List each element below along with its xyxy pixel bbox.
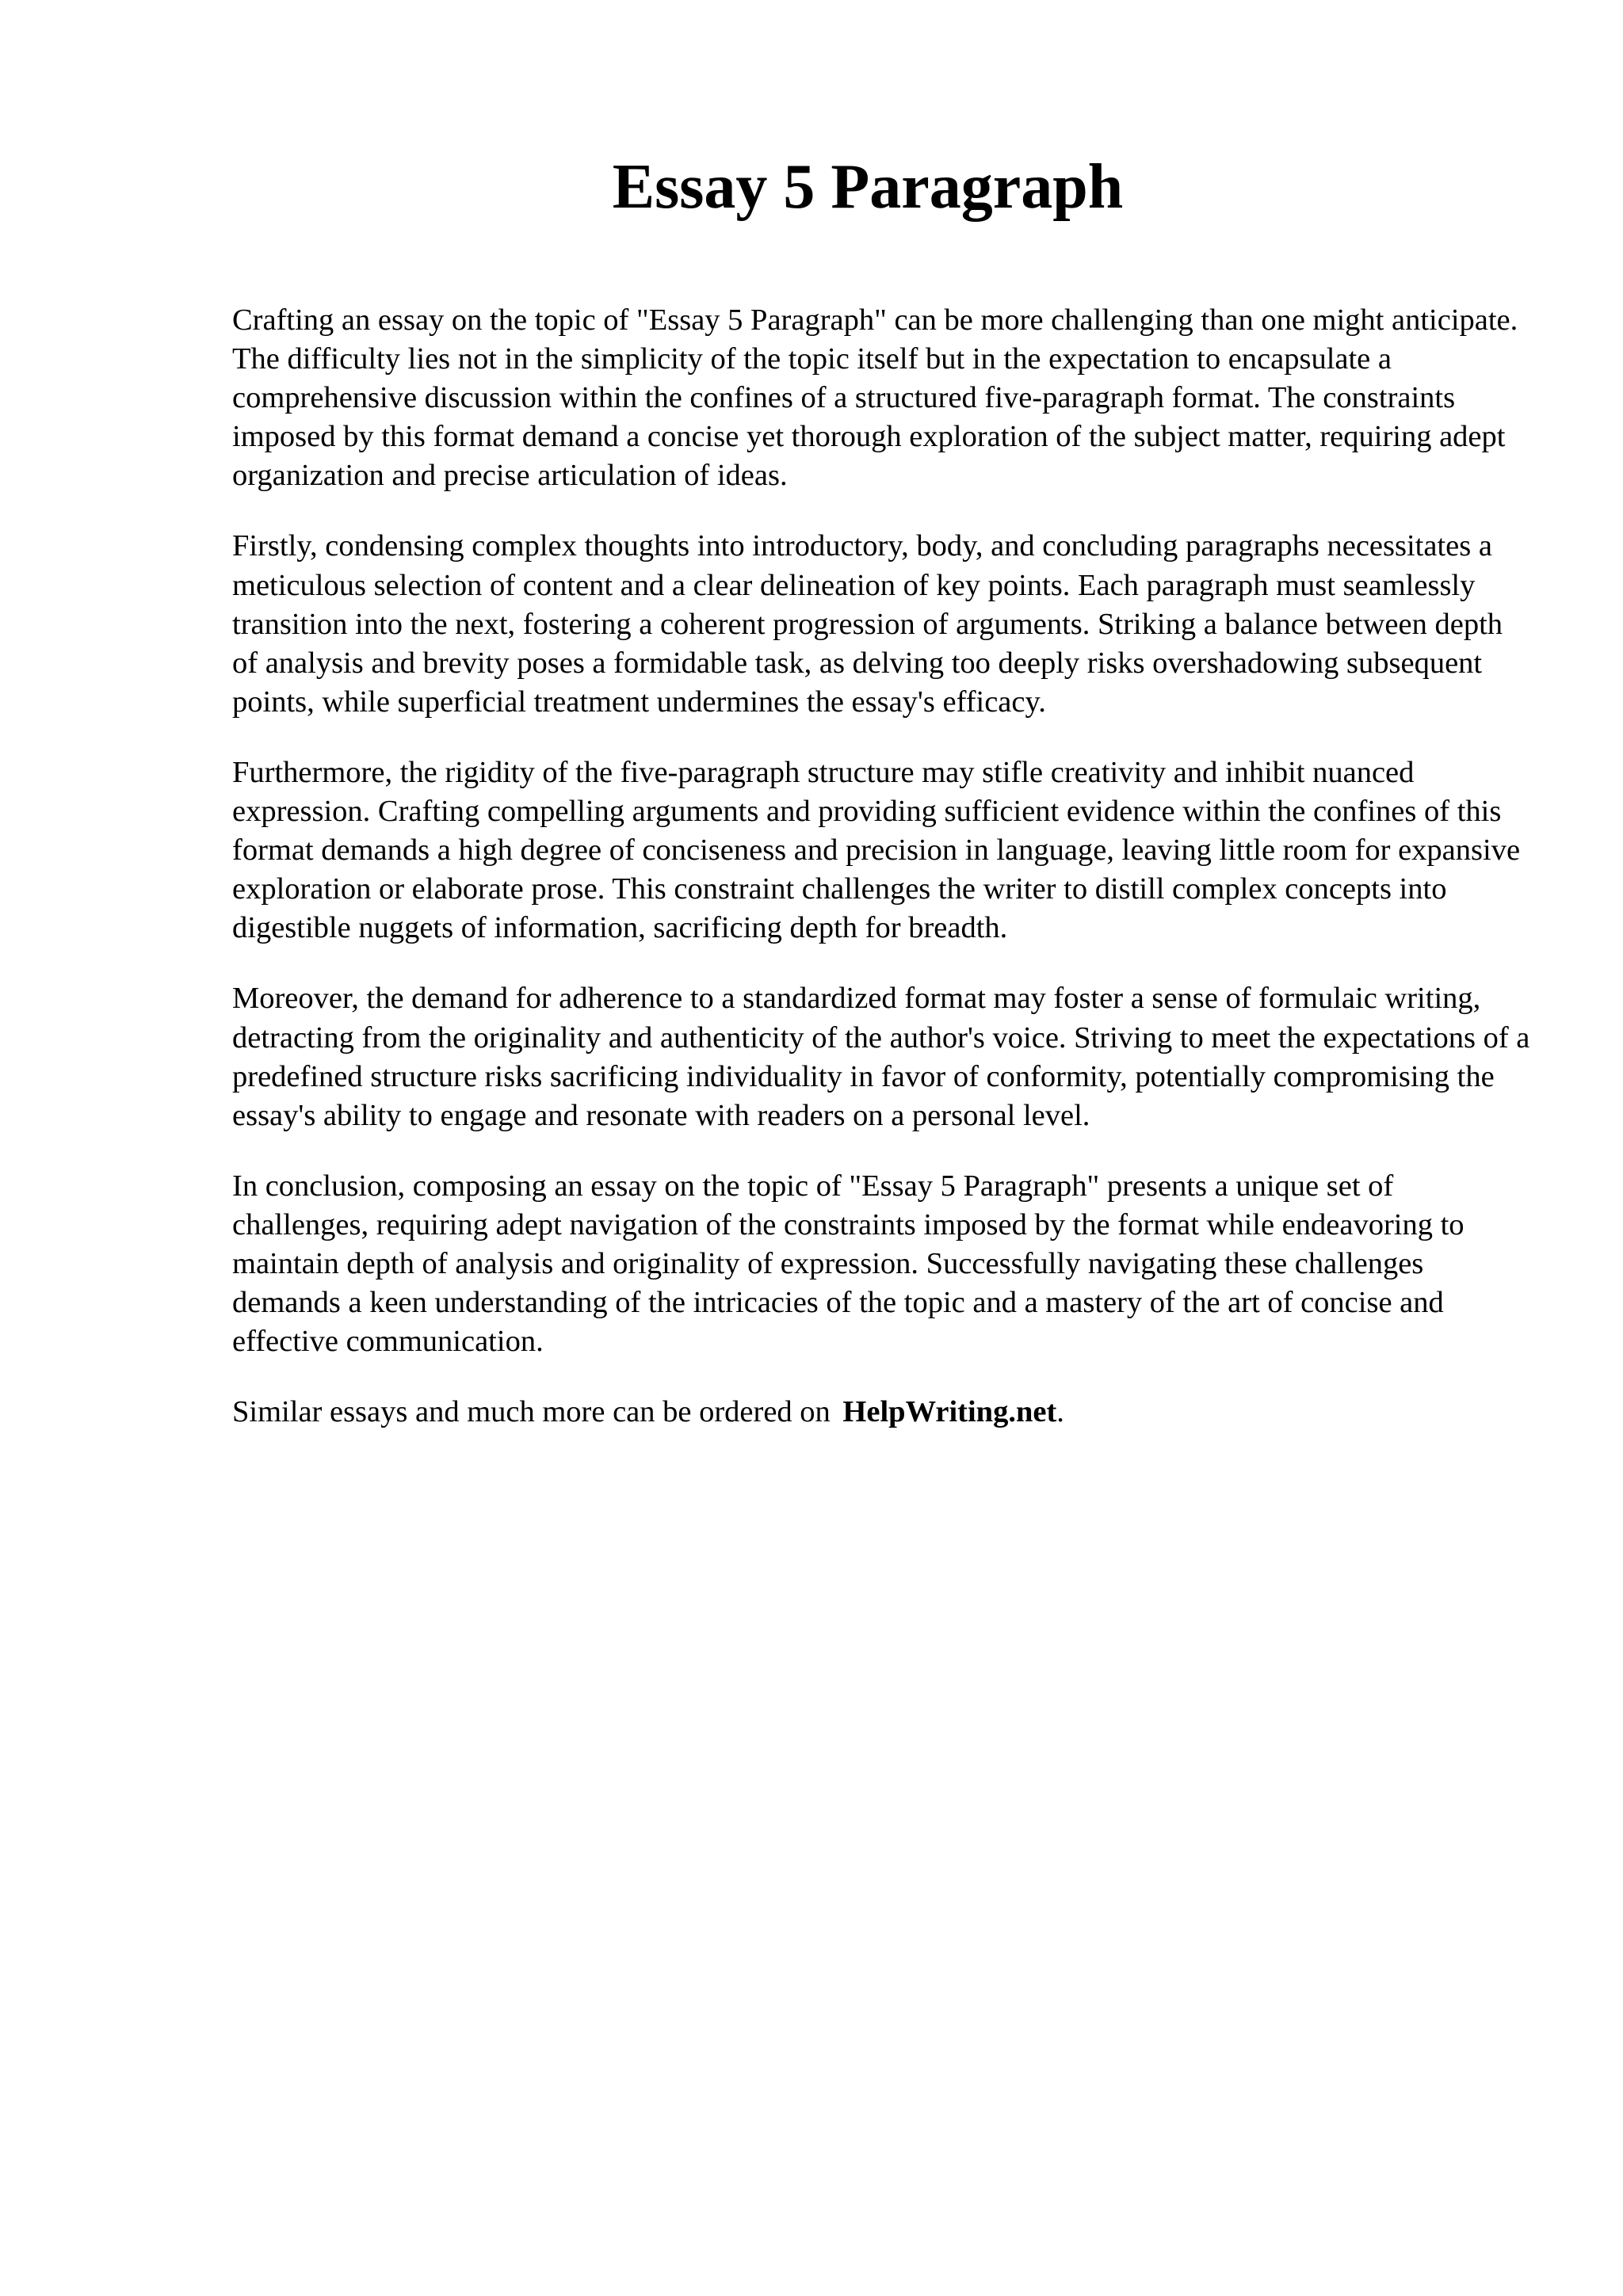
paragraph-firstly: Firstly, condensing complex thoughts into introductory, body, and concluding paragraphs necessitates a meticulous selection of content and a clear delineation of key points. Each paragraph must seamlessly transition into the next, fostering a coherent progression of arguments. Striking a balance between depth of analysis and brevity poses a formidable task, as delving too deeply risks overshadowing subsequent points, while superficial treatment undermines the essay's efficacy. — [232, 529, 1503, 719]
paragraph-moreover: Moreover, the demand for adherence to a standardized format may foster a sense of formulaic writing, detracting from the originality and authenticity of the author's voice. Striving to meet the expectations of a predefined structure risks sacrificing individuality in favor of conformity, potentially compromising the essay's ability to engage and resonate with readers on a personal level. — [232, 982, 1530, 1132]
essay-body — [232, 301, 1532, 1432]
paragraph-furthermore: Furthermore, the rigidity of the five-paragraph structure may stifle creativity and inhibit nuanced expression. Crafting compelling arguments and providing sufficient evidence within the confines of this format demands a high degree of conciseness and precision in language, leaving little room for expansive exploration or elaborate prose. This constraint challenges the writer to distill complex concepts into digestible nuggets of information, sacrificing depth for breadth. — [232, 755, 1521, 945]
brand-link[interactable]: HelpWriting.net — [842, 1395, 1057, 1429]
footer-note — [232, 1393, 1532, 1432]
paragraph-intro: Crafting an essay on the topic of "Essay 5 Paragraph" can be more challenging than one might anticipate. The difficulty lies not in the simplicity of the topic itself but in the expectation to encapsulate a comprehensive discussion within the confines of a structured five-paragraph format. The constraints imposed by this format demand a concise yet thorough exploration of the subject matter, requiring adept organization and precise articulation of ideas. — [232, 303, 1518, 493]
footer-text: Similar essays and much more can be ordered on — [232, 1395, 831, 1429]
footer-period: . — [1056, 1395, 1064, 1429]
page-title: Essay 5 Paragraph — [612, 152, 1124, 222]
paragraph-conclusion: In conclusion, composing an essay on the topic of "Essay 5 Paragraph" presents a unique set of challenges, requiring adept navigation of the constraints imposed by the format while endeavoring to maintain depth of analysis and originality of expression. Successfully navigating these challenges demands a keen understanding of the intricacies of the topic and a mastery of the art of concise and effective communication. — [232, 1169, 1465, 1359]
